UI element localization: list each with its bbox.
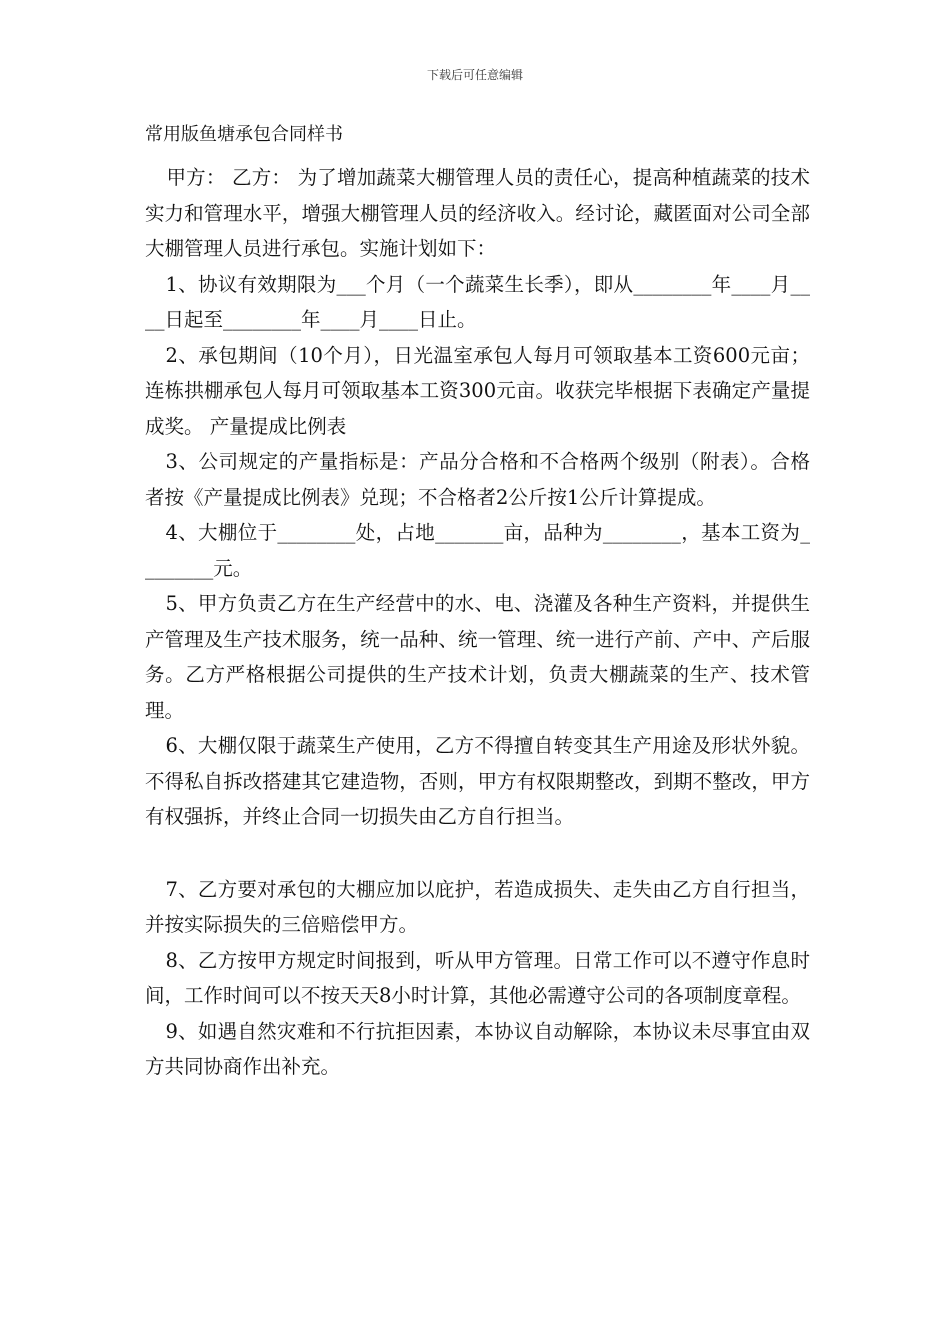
paragraph-clause-1: 1、协议有效期限为___个月（一个蔬菜生长季），即从________年____月____日起至________年____月____日止。 — [145, 272, 810, 331]
paragraph-intro: 甲方： 乙方： 为了增加蔬菜大棚管理人员的责任心，提高种植蔬菜的技术实力和管理水平，增强大棚管理人员的经济收入。经讨论，藏匿面对公司全部大棚管理人员进行承包。实施计划如下： — [145, 166, 810, 260]
paragraph-clause-8: 8、乙方按甲方规定时间报到，听从甲方管理。日常工作可以不遵守作息时间，工作时间可以不按天天8小时计算，其他必需遵守公司的各项制度章程。 — [145, 948, 810, 1007]
paragraph-spacer — [145, 835, 810, 872]
document-body — [145, 160, 810, 1085]
paragraph-clause-9: 9、如遇自然灾难和不行抗拒因素，本协议自动解除，本协议未尽事宜由双方共同协商作出补充。 — [145, 1019, 810, 1078]
paragraph-clause-4: 4、大棚位于________处，占地_______亩，品种为________，基本工资为________元。 — [145, 521, 810, 580]
paragraph-clause-5: 5、甲方负责乙方在生产经营中的水、电、浇灌及各种生产资料，并提供生产管理及生产技术服务，统一品种、统一管理、统一进行产前、产中、产后服务。乙方严格根据公司提供的生产技术计划，负责大棚蔬菜的生产、技术管理。 — [145, 592, 810, 722]
paragraph-clause-2: 2、承包期间（10个月），日光温室承包人每月可领取基本工资600元亩；连栋拱棚承包人每月可领取基本工资300元亩。收获完毕根据下表确定产量提成奖。 产量提成比例表 — [145, 343, 810, 438]
paragraph-clause-6: 6、大棚仅限于蔬菜生产使用，乙方不得擅自转变其生产用途及形状外貌。不得私自拆改搭建其它建造物，否则，甲方有权限期整改，到期不整改，甲方有权强拆，并终止合同一切损失由乙方自行担当。 — [145, 734, 810, 828]
document-title: 常用版鱼塘承包合同样书 — [145, 124, 343, 145]
header-note: 下载后可任意编辑 — [426, 68, 523, 82]
paragraph-clause-7: 7、乙方要对承包的大棚应加以庇护，若造成损失、走失由乙方自行担当，并按实际损失的三倍赔偿甲方。 — [145, 877, 810, 936]
paragraph-clause-3: 3、公司规定的产量指标是：产品分合格和不合格两个级别（附表）。合格者按《产量提成比例表》兑现；不合格者2公斤按1公斤计算提成。 — [145, 450, 810, 509]
